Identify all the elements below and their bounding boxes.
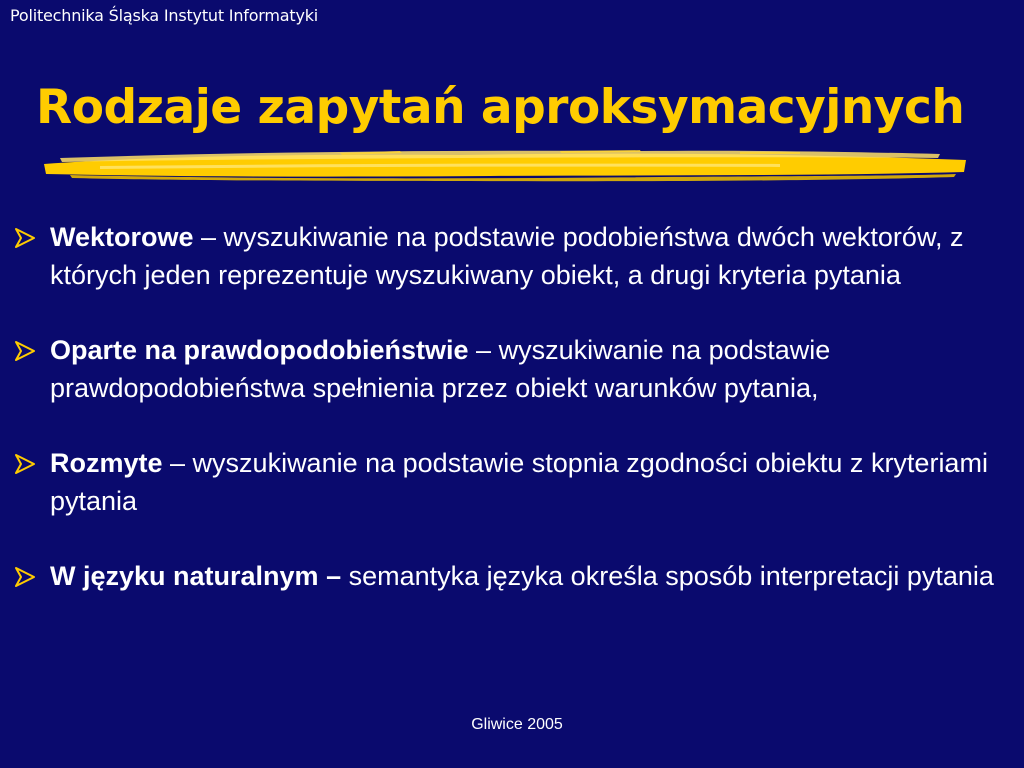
brush-stroke-divider: [40, 146, 970, 186]
bullet-text: semantyka języka określa sposób interpretacji pytania: [341, 561, 994, 591]
bullet-term: Rozmyte: [50, 448, 163, 478]
list-item: [14, 331, 1004, 407]
list-item: [14, 444, 1004, 520]
arrow-bullet-icon: [14, 227, 36, 249]
bullet-term: Oparte na prawdopodobieństwie: [50, 335, 469, 365]
bullet-text: – wyszukiwanie na podstawie stopnia zgodności obiektu z kryteriami pytania: [50, 448, 988, 516]
slide-title: Rodzaje zapytań aproksymacyjnych: [36, 80, 965, 135]
list-item: [14, 557, 1004, 595]
arrow-bullet-icon: [14, 453, 36, 475]
header-institution: Politechnika Śląska Instytut Informatyki: [10, 6, 319, 25]
list-item: [14, 218, 1004, 294]
footer-text: Gliwice 2005: [471, 716, 563, 733]
bullet-list: [14, 218, 1004, 632]
arrow-bullet-icon: [14, 566, 36, 588]
arrow-bullet-icon: [14, 340, 36, 362]
footer: [0, 716, 1024, 734]
bullet-text: – wyszukiwanie na podstawie podobieństwa dwóch wektorów, z których jeden reprezentuje wyszukiwany obiekt, a drugi kryteria pytania: [50, 222, 964, 290]
bullet-text: – wyszukiwanie na podstawie prawdopodobieństwa spełnienia przez obiekt warunków pytania,: [50, 335, 831, 403]
bullet-term: Wektorowe: [50, 222, 194, 252]
bullet-term: W języku naturalnym –: [50, 561, 342, 591]
